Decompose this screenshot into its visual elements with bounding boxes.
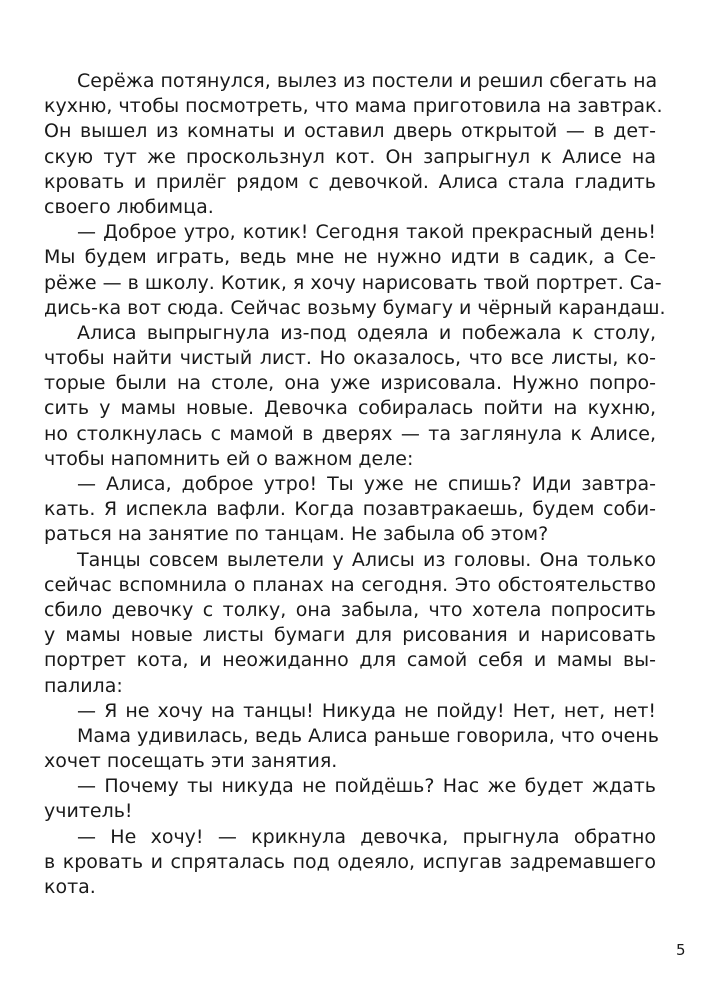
text-line: кровать и прилёг рядом с девочкой. Алиса стала гладить	[44, 170, 656, 193]
text-line: Мама удивилась, ведь Алиса раньше говорила, что очень	[77, 724, 659, 747]
text-line: — Не хочу! — крикнула девочка, прыгнула обратно	[77, 825, 656, 848]
text-line: Он вышел из комнаты и оставил дверь открытой — в дет-	[44, 120, 656, 143]
text-line: дись-ка вот сюда. Сейчас возьму бумагу и чёрный карандаш.	[44, 296, 666, 319]
page-number: 5	[676, 941, 686, 959]
text-line: Алиса выпрыгнула из-под одеяла и побежала к столу,	[77, 321, 656, 344]
text-line: скую тут же проскользнул кот. Он запрыгнул к Алисе на	[44, 145, 656, 168]
text-line: сейчас вспомнила о планах на сегодня. Это обстоятельство	[44, 573, 656, 596]
text-line: рёже — в школу. Котик, я хочу нарисовать твой портрет. Са-	[44, 271, 662, 294]
text-line: Мы будем играть, ведь мне не нужно идти в садик, а Се-	[44, 246, 656, 269]
text-line: — Алиса, доброе утро! Ты уже не спишь? Иди завтра-	[77, 473, 656, 495]
text-line: палила:	[44, 674, 123, 697]
text-line: кать. Я испекла вафли. Когда позавтракаешь, будем соби-	[44, 498, 656, 521]
text-line: — Доброе утро, котик! Сегодня такой прекрасный день!	[77, 221, 656, 244]
text-line: — Почему ты никуда не пойдёшь? Нас же будет ждать	[77, 775, 656, 798]
text-line: у мамы новые листы бумаги для рисования и нарисовать	[44, 624, 656, 647]
text-line: Серёжа потянулся, вылез из постели и решил сбегать на	[77, 70, 658, 92]
text-line: торые были на столе, она уже изрисовала. Нужно попро-	[44, 372, 656, 395]
text-line: своего любимца.	[44, 195, 214, 218]
text-line: кота.	[44, 876, 96, 898]
text-line: Танцы совсем вылетели у Алисы из головы. Она только	[77, 548, 656, 571]
text-line: раться на занятие по танцам. Не забыла об этом?	[44, 523, 549, 546]
text-line: в кровать и спряталась под одеяло, испугав задремавшего	[44, 850, 656, 873]
text-line: сить у мамы новые. Девочка собиралась пойти на кухню,	[44, 397, 656, 420]
text-line: чтобы найти чистый лист. Но оказалось, что все листы, ко-	[44, 347, 656, 370]
text-line: кухню, чтобы посмотреть, что мама приготовила на завтрак.	[44, 95, 663, 118]
text-line: учитель!	[44, 800, 133, 823]
text-line: чтобы напомнить ей о важном деле:	[44, 447, 414, 470]
text-line: — Я не хочу на танцы! Никуда не пойду! Нет, нет, нет!	[77, 699, 656, 722]
story-text	[44, 69, 666, 900]
text-line: сбило девочку с толку, она забыла, что хотела попросить	[44, 598, 656, 621]
text-line: хочет посещать эти занятия.	[44, 750, 338, 773]
text-line: но столкнулась с мамой в дверях — та заглянула к Алисе,	[44, 422, 656, 445]
text-line: портрет кота, и неожиданно для самой себя и мамы вы-	[44, 649, 656, 672]
